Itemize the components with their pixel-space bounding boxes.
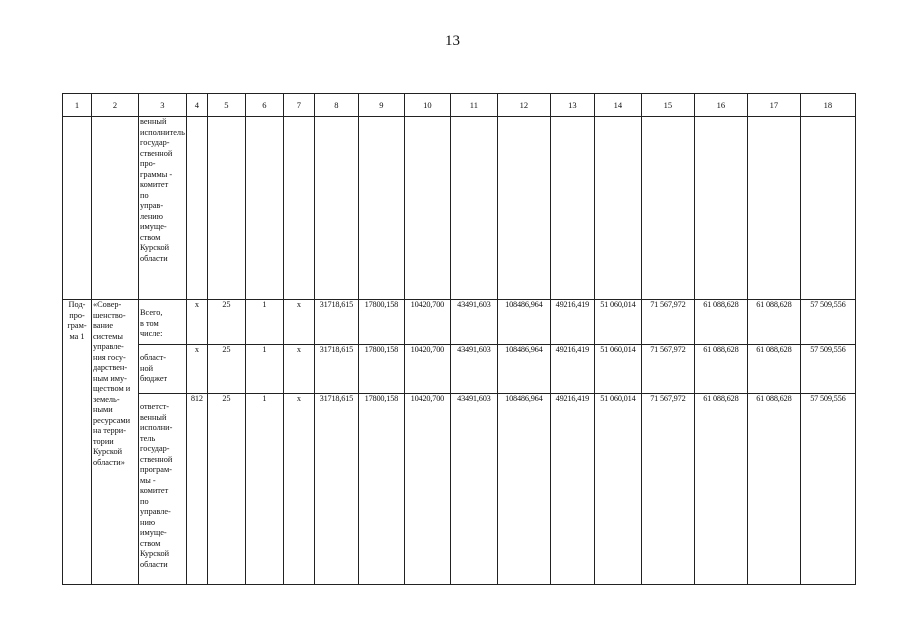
column-header: 7: [283, 94, 314, 117]
column-header: 16: [694, 94, 747, 117]
column-header: 6: [245, 94, 283, 117]
empty-cell: [594, 117, 641, 300]
empty-cell: [245, 117, 283, 300]
empty-cell: [694, 117, 747, 300]
table-cell: 31718,615: [314, 345, 358, 394]
table-cell: 31718,615: [314, 300, 358, 345]
empty-cell: [404, 117, 450, 300]
empty-cell: [641, 117, 694, 300]
table-cell: 25: [207, 345, 245, 394]
column-header: 1: [63, 94, 92, 117]
table-cell: 17800,158: [358, 300, 404, 345]
table-row: [63, 394, 856, 585]
empty-cell: [747, 117, 800, 300]
empty-cell: [283, 117, 314, 300]
table-cell: 49216,419: [550, 394, 594, 585]
table-cell: 108486,964: [497, 394, 550, 585]
table-cell: 49216,419: [550, 300, 594, 345]
table-cell: 61 088,628: [694, 300, 747, 345]
column-header: 15: [641, 94, 694, 117]
row-label: ответст- венный исполни- тель государ- ственной програм- мы - комитет по управле- нию имуще- ством Курской области: [139, 394, 187, 585]
table-cell: 812: [186, 394, 207, 585]
table-cell: x: [283, 394, 314, 585]
table-cell: x: [186, 300, 207, 345]
table-cell: 51 060,014: [594, 345, 641, 394]
table-cell: 17800,158: [358, 394, 404, 585]
column-header: 18: [800, 94, 855, 117]
table-cell: 43491,603: [450, 345, 497, 394]
column-header: 9: [358, 94, 404, 117]
column-header: 13: [550, 94, 594, 117]
empty-cell: [63, 117, 92, 300]
table-cell: 1: [245, 300, 283, 345]
table-cell: 43491,603: [450, 394, 497, 585]
table-cell: 10420,700: [404, 300, 450, 345]
table-cell: 61 088,628: [747, 394, 800, 585]
column-header: 17: [747, 94, 800, 117]
table-cell: 57 509,556: [800, 394, 855, 585]
table-cell: 25: [207, 394, 245, 585]
empty-cell: [450, 117, 497, 300]
empty-cell: [92, 117, 139, 300]
column-header: 4: [186, 94, 207, 117]
table-cell: 57 509,556: [800, 300, 855, 345]
table-cell: 61 088,628: [747, 345, 800, 394]
table-cell: 61 088,628: [694, 394, 747, 585]
table-cell: 51 060,014: [594, 300, 641, 345]
table-cell: x: [186, 345, 207, 394]
empty-cell: [358, 117, 404, 300]
executor-cell: венный исполнитель государ- ственной про- граммы - комитет по управ- лению имуще- ством Курской области: [139, 117, 187, 300]
table-cell: 108486,964: [497, 345, 550, 394]
table-cell: 71 567,972: [641, 394, 694, 585]
table-cell: 31718,615: [314, 394, 358, 585]
column-header: 3: [139, 94, 187, 117]
subprogram-label: Под- про- грам- ма 1: [63, 300, 92, 585]
table-cell: 25: [207, 300, 245, 345]
row-label: област- ной бюджет: [139, 345, 187, 394]
column-header: 8: [314, 94, 358, 117]
column-header: 11: [450, 94, 497, 117]
table-cell: 71 567,972: [641, 345, 694, 394]
table-cell: 51 060,014: [594, 394, 641, 585]
header-row: [63, 94, 856, 117]
column-header: 2: [92, 94, 139, 117]
column-header: 14: [594, 94, 641, 117]
page-number: 13: [445, 33, 460, 49]
continuation-row: [63, 117, 856, 300]
table-cell: 1: [245, 394, 283, 585]
table-cell: 1: [245, 345, 283, 394]
column-header: 5: [207, 94, 245, 117]
table-cell: 17800,158: [358, 345, 404, 394]
empty-cell: [314, 117, 358, 300]
empty-cell: [497, 117, 550, 300]
table-cell: 108486,964: [497, 300, 550, 345]
subprogram-title: «Совер- шенство- вание системы управле- ния госу- дарствен- ным иму- ществом и земель- ными ресурсами на терри- тории Курской области»: [92, 300, 139, 585]
table-cell: 10420,700: [404, 394, 450, 585]
table-row: [63, 345, 856, 394]
empty-cell: [186, 117, 207, 300]
table-cell: 71 567,972: [641, 300, 694, 345]
column-header: 10: [404, 94, 450, 117]
empty-cell: [550, 117, 594, 300]
table-cell: 61 088,628: [694, 345, 747, 394]
empty-cell: [800, 117, 855, 300]
table-cell: x: [283, 300, 314, 345]
table-cell: 43491,603: [450, 300, 497, 345]
table-cell: 10420,700: [404, 345, 450, 394]
row-label: Всего, в том числе:: [139, 300, 187, 345]
table-row: [63, 300, 856, 345]
table-cell: 57 509,556: [800, 345, 855, 394]
table-cell: 49216,419: [550, 345, 594, 394]
table-cell: x: [283, 345, 314, 394]
column-header: 12: [497, 94, 550, 117]
empty-cell: [207, 117, 245, 300]
table-cell: 61 088,628: [747, 300, 800, 345]
budget-table: [62, 93, 856, 585]
